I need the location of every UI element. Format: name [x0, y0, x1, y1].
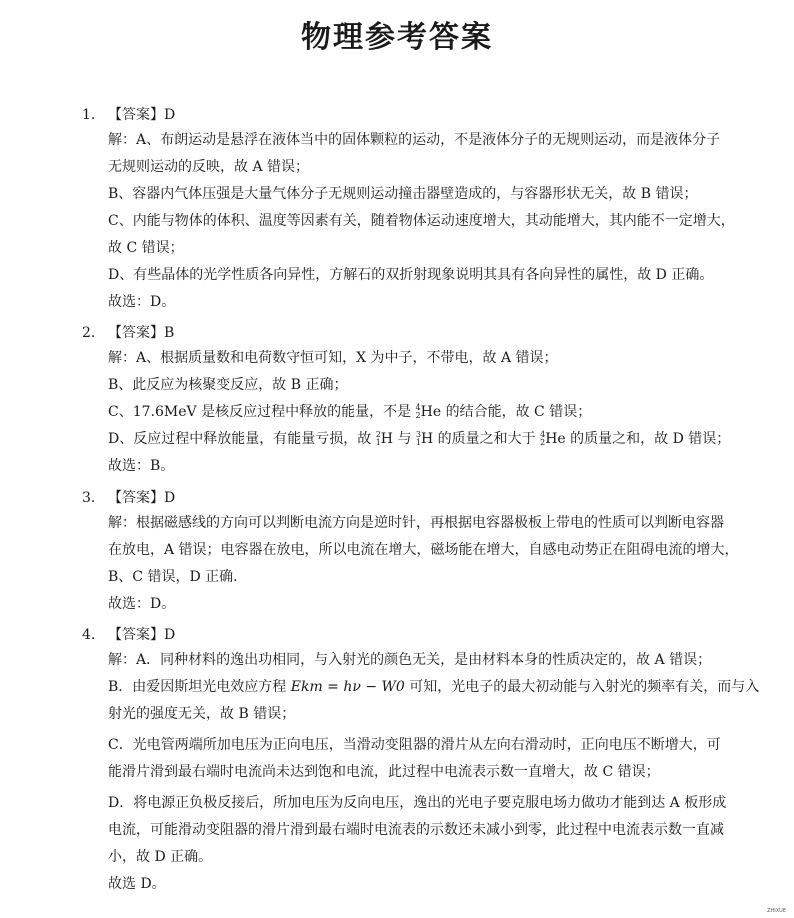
atomic-number: 2 [540, 438, 546, 447]
helium-4-nuclide [416, 402, 442, 422]
q1-line: C、内能与物体的体积、温度等因素有关，随着物体运动速度增大，其动能增大，其内能不一定增大， [108, 213, 735, 229]
q4-line: 能滑片滑到最右端时电流尚未达到饱和电流，此过程中电流表示数一直增大，故 C 错误； [108, 764, 660, 780]
mass-number: 4 [415, 403, 421, 412]
q3-line: 解：根据磁感线的方向可以判断电流方向是逆时针，再根据电容器极板上带电的性质可以判断电容器 [108, 515, 724, 531]
mass-number: 3 [415, 430, 421, 439]
q2-number: 2. [82, 325, 96, 341]
q1-header [82, 105, 175, 125]
q4-line: 射光的强度无关，故 B 错误； [108, 706, 296, 722]
page-title: 物理参考答案 [301, 20, 493, 55]
q4-line: 故选 D。 [108, 876, 166, 892]
q1-line: 解：A、布朗运动是悬浮在液体当中的固体颗粒的运动，不是液体分子的无规则运动，而是液体分子 [108, 132, 721, 148]
q2-line-masses [108, 429, 730, 449]
element-symbol: H [380, 431, 393, 447]
q2-line: 故选：B。 [108, 458, 175, 474]
q2-line: 解：A、根据质量数和电荷数守恒可知，X 为中子，不带电，故 A 错误； [108, 350, 558, 366]
q3-line: 故选：D。 [108, 596, 176, 612]
element-symbol: He [545, 431, 566, 447]
q4-number: 4. [82, 627, 96, 643]
q4-text: B．由爱因斯坦光电效应方程 [108, 679, 287, 695]
element-symbol: H [421, 431, 434, 447]
q2-text: D、反应过程中释放能量，有能量亏损，故 [108, 431, 372, 447]
q1-line: B、容器内气体压强是大量气体分子无规则运动撞击器壁造成的，与容器形状无关，故 B 错误； [108, 186, 698, 202]
q3-answer: 【答案】D [108, 490, 176, 506]
mass-number: 4 [540, 430, 546, 439]
q1-number: 1. [82, 107, 96, 123]
q2-text: 的质量之和大于 [437, 431, 536, 447]
atomic-number: 1 [375, 438, 381, 447]
q2-header [82, 323, 174, 343]
atomic-number: 1 [415, 438, 421, 447]
q4-answer: 【答案】D [108, 627, 176, 643]
q4-line: C．光电管两端所加电压为正向电压，当滑动变阻器的滑片从左向右滑动时，正向电压不断增大，可 [108, 737, 721, 753]
q2-text: 的质量之和，故 D 错误； [570, 431, 731, 447]
q1-line: 无规则运动的反映，故 A 错误； [108, 159, 310, 175]
q1-line: D、有些晶体的光学性质各向异性，方解石的双折射现象说明其具有各向异性的属性，故 D 正确。 [108, 267, 714, 283]
watermark-logo: ZHIXUE [767, 908, 786, 914]
photoelectric-equation: Ekm = hν − W0 [290, 679, 405, 695]
q4-line: 电流，可能滑动变阻器的滑片滑到最右端时电流表的示数还未减小到零，此过程中电流表示数一直减 [108, 822, 724, 838]
q2-text: 与 [397, 431, 412, 447]
q4-header [82, 625, 175, 645]
q4-text: 可知，光电子的最大初动能与入射光的频率有关，而与入 [409, 679, 760, 695]
helium-4-nuclide [540, 429, 566, 449]
q3-line: 在放电，A 错误；电容器在放电，所以电流在增大，磁场能在增大，自感电动势正在阻碍电流的增大， [108, 542, 739, 558]
deuterium-nuclide [376, 429, 393, 449]
q2-answer: 【答案】B [108, 325, 175, 341]
q2-text: C、17.6MeV 是核反应过程中释放的能量，不是 [108, 404, 412, 420]
q3-header [82, 488, 175, 508]
q1-line: 故 C 错误； [108, 240, 184, 256]
q4-line: 小，故 D 正确。 [108, 849, 213, 865]
q3-number: 3. [82, 490, 96, 506]
q1-answer: 【答案】D [108, 107, 176, 123]
q4-line: 解：A．同种材料的逸出功相同，与入射光的颜色无关，是由材料本身的性质决定的，故 A 错误； [108, 652, 712, 668]
q2-line-he [108, 402, 591, 422]
q4-line: D．将电源正负极反接后，所加电压为反向电压，逸出的光电子要克服电场力做功才能到达 A 板形成 [108, 795, 727, 811]
atomic-number: 2 [415, 411, 421, 420]
q4-line-formula [108, 677, 759, 697]
q3-line: B、C 错误，D 正确. [108, 569, 238, 585]
element-symbol: He [420, 404, 442, 420]
q2-line: B、此反应为核聚变反应，故 B 正确； [108, 377, 348, 393]
tritium-nuclide [416, 429, 433, 449]
q1-line: 故选：D。 [108, 294, 176, 310]
mass-number: 2 [375, 430, 381, 439]
q2-text: 的结合能，故 C 错误； [445, 404, 592, 420]
